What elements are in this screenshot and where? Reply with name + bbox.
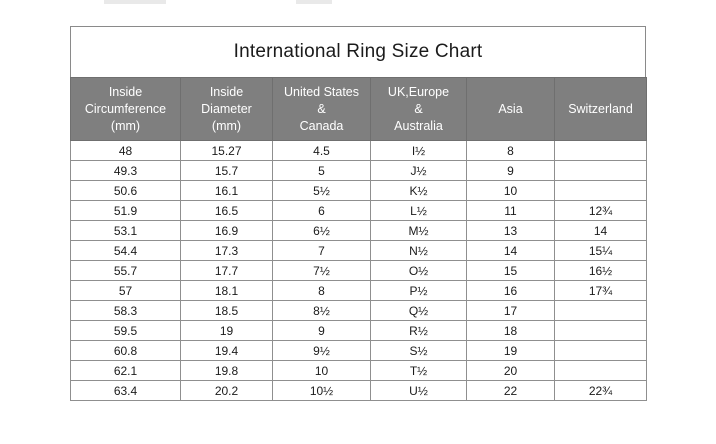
table-cell: 17¾ [555,281,647,301]
table-cell: 50.6 [71,181,181,201]
table-cell [555,321,647,341]
table-cell: 10 [467,181,555,201]
table-header [71,78,647,141]
table-cell: 57 [71,281,181,301]
header-line: & [317,101,326,116]
ring-size-table [70,77,647,401]
table-cell: 9 [273,321,371,341]
table-cell: M½ [371,221,467,241]
table-cell: 51.9 [71,201,181,221]
table-cell: 53.1 [71,221,181,241]
table-cell: 16½ [555,261,647,281]
table-row [71,241,647,261]
table-cell: O½ [371,261,467,281]
table-cell: U½ [371,381,467,401]
table-cell: 7½ [273,261,371,281]
table-cell: 14 [555,221,647,241]
table-cell: 22 [467,381,555,401]
table-row [71,341,647,361]
table-cell: 5½ [273,181,371,201]
table-cell: 59.5 [71,321,181,341]
table-cell [555,181,647,201]
header-line: Switzerland [568,101,633,116]
table-cell: 49.3 [71,161,181,181]
header-line: Canada [299,118,344,133]
table-cell: 62.1 [71,361,181,381]
table-cell: P½ [371,281,467,301]
table-row [71,161,647,181]
table-cell: T½ [371,361,467,381]
table-row [71,261,647,281]
chart-title-box [70,26,646,78]
table-body [71,141,647,401]
table-cell: 5 [273,161,371,181]
table-row [71,181,647,201]
column-header-asia [467,78,555,141]
table-cell: 16.9 [181,221,273,241]
table-cell: 55.7 [71,261,181,281]
table-cell: 18 [467,321,555,341]
table-cell: 22¾ [555,381,647,401]
table-cell: 15¼ [555,241,647,261]
table-cell: 18.5 [181,301,273,321]
header-line: UK,Europe [387,84,450,99]
table-cell: 10 [273,361,371,381]
table-row [71,221,647,241]
table-row [71,281,647,301]
table-cell: 9½ [273,341,371,361]
header-line: Asia [498,101,523,116]
column-header-inside-circumference [71,78,181,141]
table-cell: 7 [273,241,371,261]
table-cell: 13 [467,221,555,241]
table-cell [555,341,647,361]
table-row [71,321,647,341]
table-cell: 58.3 [71,301,181,321]
table-cell: 15 [467,261,555,281]
header-line: (mm) [110,118,141,133]
header-line: (mm) [211,118,242,133]
table-cell: 19 [467,341,555,361]
header-line: United States [283,84,360,99]
column-header-us-canada [273,78,371,141]
table-cell: 54.4 [71,241,181,261]
table-header-row [71,78,647,141]
table-cell: 8 [273,281,371,301]
table-cell: 63.4 [71,381,181,401]
table-cell: 20 [467,361,555,381]
table-row [71,141,647,161]
table-cell: 19 [181,321,273,341]
scan-artifact-right [296,0,332,4]
table-cell: 6 [273,201,371,221]
table-cell: 48 [71,141,181,161]
table-cell: 10½ [273,381,371,401]
table-cell: N½ [371,241,467,261]
table-cell: 8½ [273,301,371,321]
scan-artifact-left [104,0,166,4]
header-line: Circumference [84,101,167,116]
table-cell: 19.8 [181,361,273,381]
table-row [71,201,647,221]
table-cell: 9 [467,161,555,181]
table-cell: 19.4 [181,341,273,361]
table-cell: L½ [371,201,467,221]
page-title: International Ring Size Chart [233,41,483,62]
table-row [71,361,647,381]
table-cell: 4.5 [273,141,371,161]
table-cell [555,301,647,321]
table-cell: 6½ [273,221,371,241]
table-row [71,301,647,321]
table-cell [555,361,647,381]
ring-size-chart [70,26,646,401]
table-cell: 17.3 [181,241,273,261]
table-cell: 20.2 [181,381,273,401]
table-cell: 16.1 [181,181,273,201]
table-cell: 18.1 [181,281,273,301]
table-cell: 16.5 [181,201,273,221]
table-cell [555,141,647,161]
table-cell: Q½ [371,301,467,321]
header-line: Diameter [201,101,252,116]
table-cell: 8 [467,141,555,161]
table-cell: 11 [467,201,555,221]
header-line: Australia [394,118,443,133]
table-cell: 16 [467,281,555,301]
table-cell: 15.27 [181,141,273,161]
table-cell: 15.7 [181,161,273,181]
table-row [71,381,647,401]
header-line: Inside [209,84,244,99]
column-header-inside-diameter [181,78,273,141]
table-cell: K½ [371,181,467,201]
column-header-uk-europe-australia [371,78,467,141]
table-cell: 12¾ [555,201,647,221]
table-cell: 17 [467,301,555,321]
table-cell: 60.8 [71,341,181,361]
table-cell: J½ [371,161,467,181]
header-line: & [414,101,423,116]
header-line: Inside [108,84,143,99]
table-cell [555,161,647,181]
table-cell: I½ [371,141,467,161]
table-cell: 14 [467,241,555,261]
table-cell: 17.7 [181,261,273,281]
table-cell: R½ [371,321,467,341]
table-cell: S½ [371,341,467,361]
column-header-switzerland [555,78,647,141]
